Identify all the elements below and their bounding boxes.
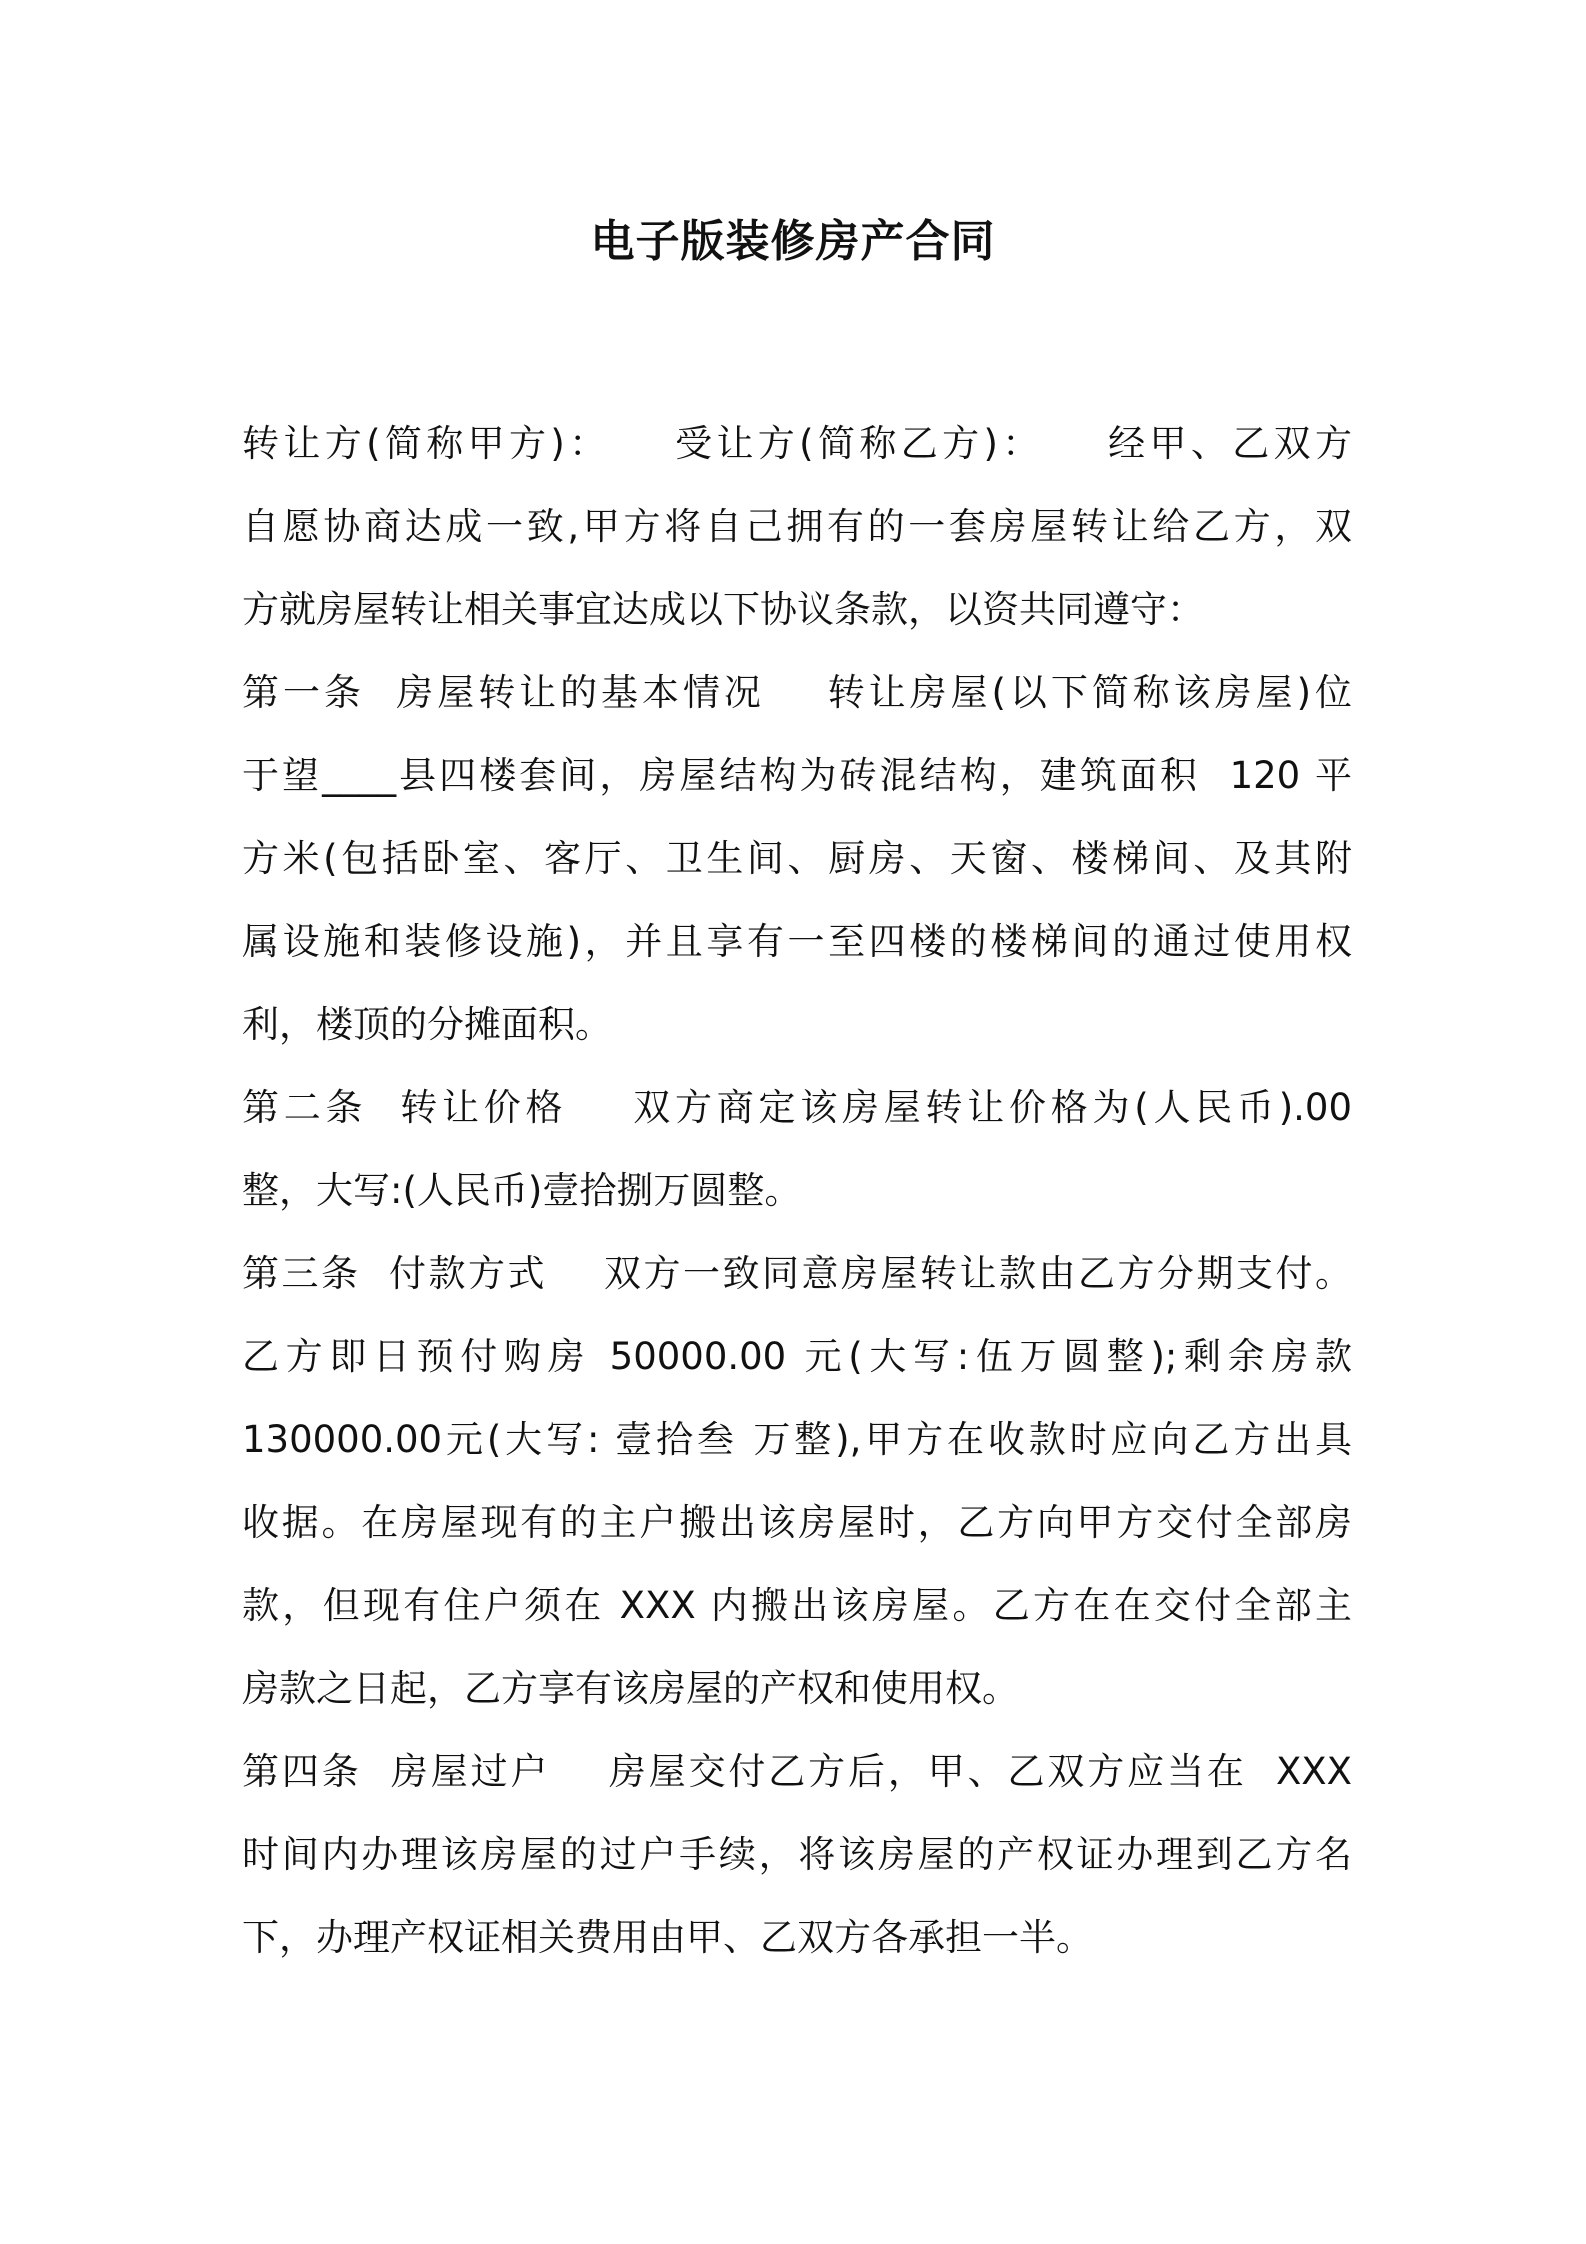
contract-body	[242, 402, 1352, 1979]
text-line: 下，办理产权证相关费用由甲、乙双方各承担一半。	[242, 1916, 1093, 1959]
text-line: 利，楼顶的分摊面积。	[242, 1003, 612, 1046]
text-line: 第三条 付款方式 双方一致同意房屋转让款由乙方分期支付。	[242, 1252, 1352, 1295]
document-title: 电子版装修房产合同	[590, 216, 996, 267]
text-line: 方就房屋转让相关事宜达成以下协议条款，以资共同遵守：	[242, 588, 1204, 631]
text-line: 时间内办理该房屋的过户手续，将该房屋的产权证办理到乙方名	[242, 1833, 1352, 1876]
text-line: 第四条 房屋过户 房屋交付乙方后，甲、乙双方应当在 XXX	[242, 1750, 1352, 1793]
text-line: 收据。在房屋现有的主户搬出该房屋时，乙方向甲方交付全部房	[242, 1501, 1352, 1544]
text-line: 属设施和装修设施)，并且享有一至四楼的楼梯间的通过使用权	[242, 920, 1352, 963]
text-line: 乙方即日预付购房 50000.00 元(大写:伍万圆整);剩余房款	[242, 1335, 1352, 1378]
text-line: 转让方(简称甲方)： 受让方(简称乙方)： 经甲、乙双方	[242, 422, 1352, 465]
text-line: 第二条 转让价格 双方商定该房屋转让价格为(人民币).00	[242, 1086, 1352, 1129]
text-line: 第一条 房屋转让的基本情况 转让房屋(以下简称该房屋)位	[242, 671, 1352, 714]
text-line: 于望____县四楼套间，房屋结构为砖混结构，建筑面积 120 平	[242, 754, 1352, 797]
text-line: 整，大写:(人民币)壹拾捌万圆整。	[242, 1169, 802, 1212]
text-line: 房款之日起，乙方享有该房屋的产权和使用权。	[242, 1667, 1019, 1710]
text-line: 130000.00元(大写: 壹拾叁 万整),甲方在收款时应向乙方出具	[242, 1418, 1352, 1461]
text-line: 方米(包括卧室、客厅、卫生间、厨房、天窗、楼梯间、及其附	[242, 837, 1352, 880]
text-line: 款，但现有住户须在 XXX 内搬出该房屋。乙方在在交付全部主	[242, 1584, 1352, 1627]
text-line: 自愿协商达成一致,甲方将自己拥有的一套房屋转让给乙方，双	[242, 505, 1352, 548]
